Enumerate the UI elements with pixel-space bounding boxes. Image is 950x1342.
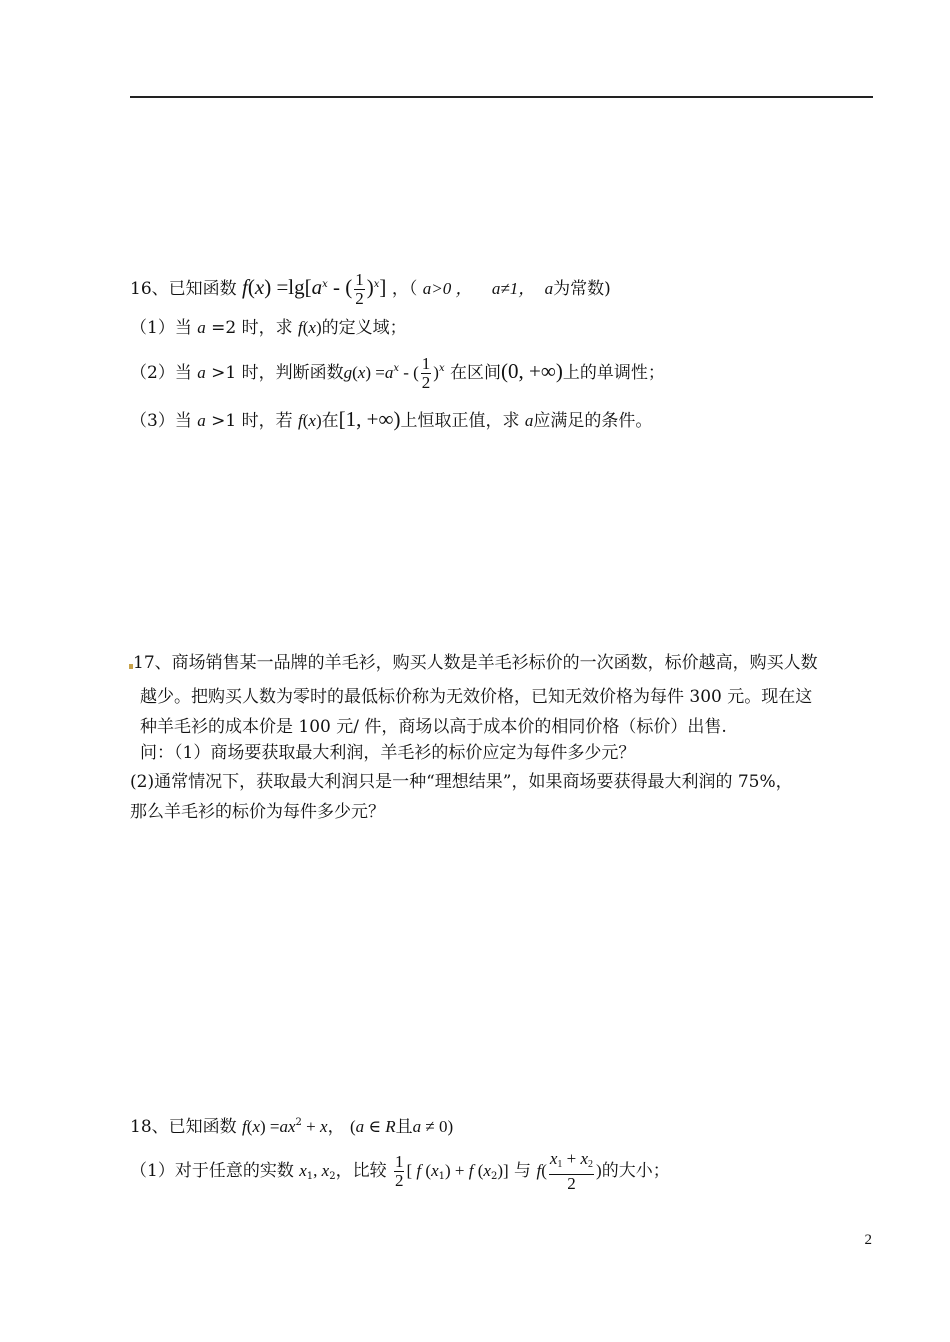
q16-cond-2: a≠1， <box>491 279 536 298</box>
q16-p1-suffix: 的定义域； <box>321 318 407 338</box>
q18-fraction-half: $\frac{1}{2}$ <box>394 1152 404 1190</box>
q18-part1: （1）对于任意的实数 $x_1$, $x_2$，比较 $\frac{1}{2}$ [ f $(x_1) + f$ $(x_2)$] 与 f( $\frac{x_1 + x_2}{2}$ )的大小； <box>130 1149 670 1193</box>
q17-line-3: 种羊毛衫的成本价是 100 元/ 件，商场以高于成本价的相同价格（标价）出售. <box>140 717 727 737</box>
q18-p1-prefix: （1）对于任意的实数 <box>130 1161 294 1181</box>
q16-p3-prefix: （3）当 <box>130 411 192 431</box>
q17-line-4: 问：（1）商场要获取最大利润，羊毛衫的标价应定为每件多少元？ <box>140 743 636 763</box>
q16-p3-mid: >1 时，若 <box>211 411 293 431</box>
q16-p2-var-a: a <box>197 363 206 382</box>
q17-line-5: (2)通常情况下，获取最大利润只是一种“理想结果”，如果商场要获得最大利润的 75%， <box>130 772 793 792</box>
header-rule <box>130 96 873 98</box>
q16-statement: 16、已知函数 $f(x) =\lg[a^x$ - ( $\frac{1}{2}$ )$^x$] ，（ a>0 ， a≠1， a为常数) <box>130 270 611 308</box>
q18-fraction-mean: $\frac{x_1 + x_2}{2}$ <box>549 1149 594 1193</box>
q16-part1: （1）当 a =2 时，求 f(x)的定义域； <box>130 318 407 338</box>
q18-statement: 18、已知函数 $f(x) =ax^2 + x$， (a ∈ R且a ≠ 0) <box>130 1117 454 1137</box>
q16-p3-interval: [1, +∞) <box>338 407 401 431</box>
q16-p3-suffix-2: 应满足的条件。 <box>533 411 653 431</box>
q16-p2-mid: >1 时，判断函数 <box>211 363 344 383</box>
q16-p1-var-a: a <box>197 318 206 337</box>
q16-part2: （2）当 a >1 时，判断函数$g(x) =a^x$ - ( $\frac{1}{2}$ )$^x$ 在区间(0, +∞)上的单调性； <box>130 354 665 392</box>
q16-p3-var-a: a <box>197 411 206 430</box>
q16-p2-fraction-half: $\frac{1}{2}$ <box>421 354 431 392</box>
q17-line-2: 越少。把购买人数为零时的最低标价称为无效价格，已知无效价格为每件 300 元。现在这 <box>140 687 813 707</box>
q16-p2-interval-text: 在区间 <box>450 363 502 383</box>
q16-cond-3-text: 为常数) <box>553 279 611 299</box>
q16-label: 16、已知函数 <box>130 279 237 299</box>
q16-p1-fx: f <box>298 318 303 337</box>
q18-cond-and: 且 <box>395 1117 413 1137</box>
q16-p3-in: 在 <box>321 411 339 431</box>
q16-lparen: （ <box>408 279 418 299</box>
q18-cond: a <box>355 1117 365 1136</box>
q16-cond-3-var: a <box>544 279 554 298</box>
page-number: 2 <box>864 1232 872 1248</box>
q18-formula: f <box>242 1117 247 1136</box>
q16-part3: （3）当 a >1 时，若 f(x)在[1, +∞)上恒取正值，求 a应满足的条件。 <box>130 407 653 431</box>
q16-p1-prefix: （1）当 <box>130 318 192 338</box>
q16-p2-prefix: （2）当 <box>130 363 192 383</box>
q16-formula: f <box>242 275 248 299</box>
q16-p1-mid: =2 时，求 <box>211 318 293 338</box>
q16-p2-gx: g <box>343 363 353 382</box>
q16-p3-suffix-1: 上恒取正值，求 <box>400 411 520 431</box>
q16-p2-suffix: 上的单调性； <box>562 363 665 383</box>
q18-p1-mid: ，比较 <box>335 1161 387 1181</box>
q16-cond-1: a>0 ， <box>422 279 473 298</box>
q18-label: 18、已知函数 <box>130 1117 237 1137</box>
q17-line-6: 那么羊毛衫的标价为每件多少元？ <box>130 802 385 822</box>
q18-p1-suffix: 的大小； <box>601 1161 670 1181</box>
q17-line-1: 17、商场销售某一品牌的羊毛衫，购买人数是羊毛衫标价的一次函数，标价越高，购买人数 <box>133 653 818 673</box>
q16-sep: ， <box>391 279 409 299</box>
q16-p2-interval: (0, +∞) <box>501 359 563 383</box>
q18-p1-vars: x <box>299 1161 307 1180</box>
q16-fraction-half: $\frac{1}{2}$ <box>355 270 364 308</box>
q16-p3-fx: f <box>298 411 303 430</box>
q18-p1-with: 与 <box>514 1161 532 1181</box>
q16-p3-var-a2: a <box>524 411 534 430</box>
q18-sep: ， <box>327 1117 345 1137</box>
